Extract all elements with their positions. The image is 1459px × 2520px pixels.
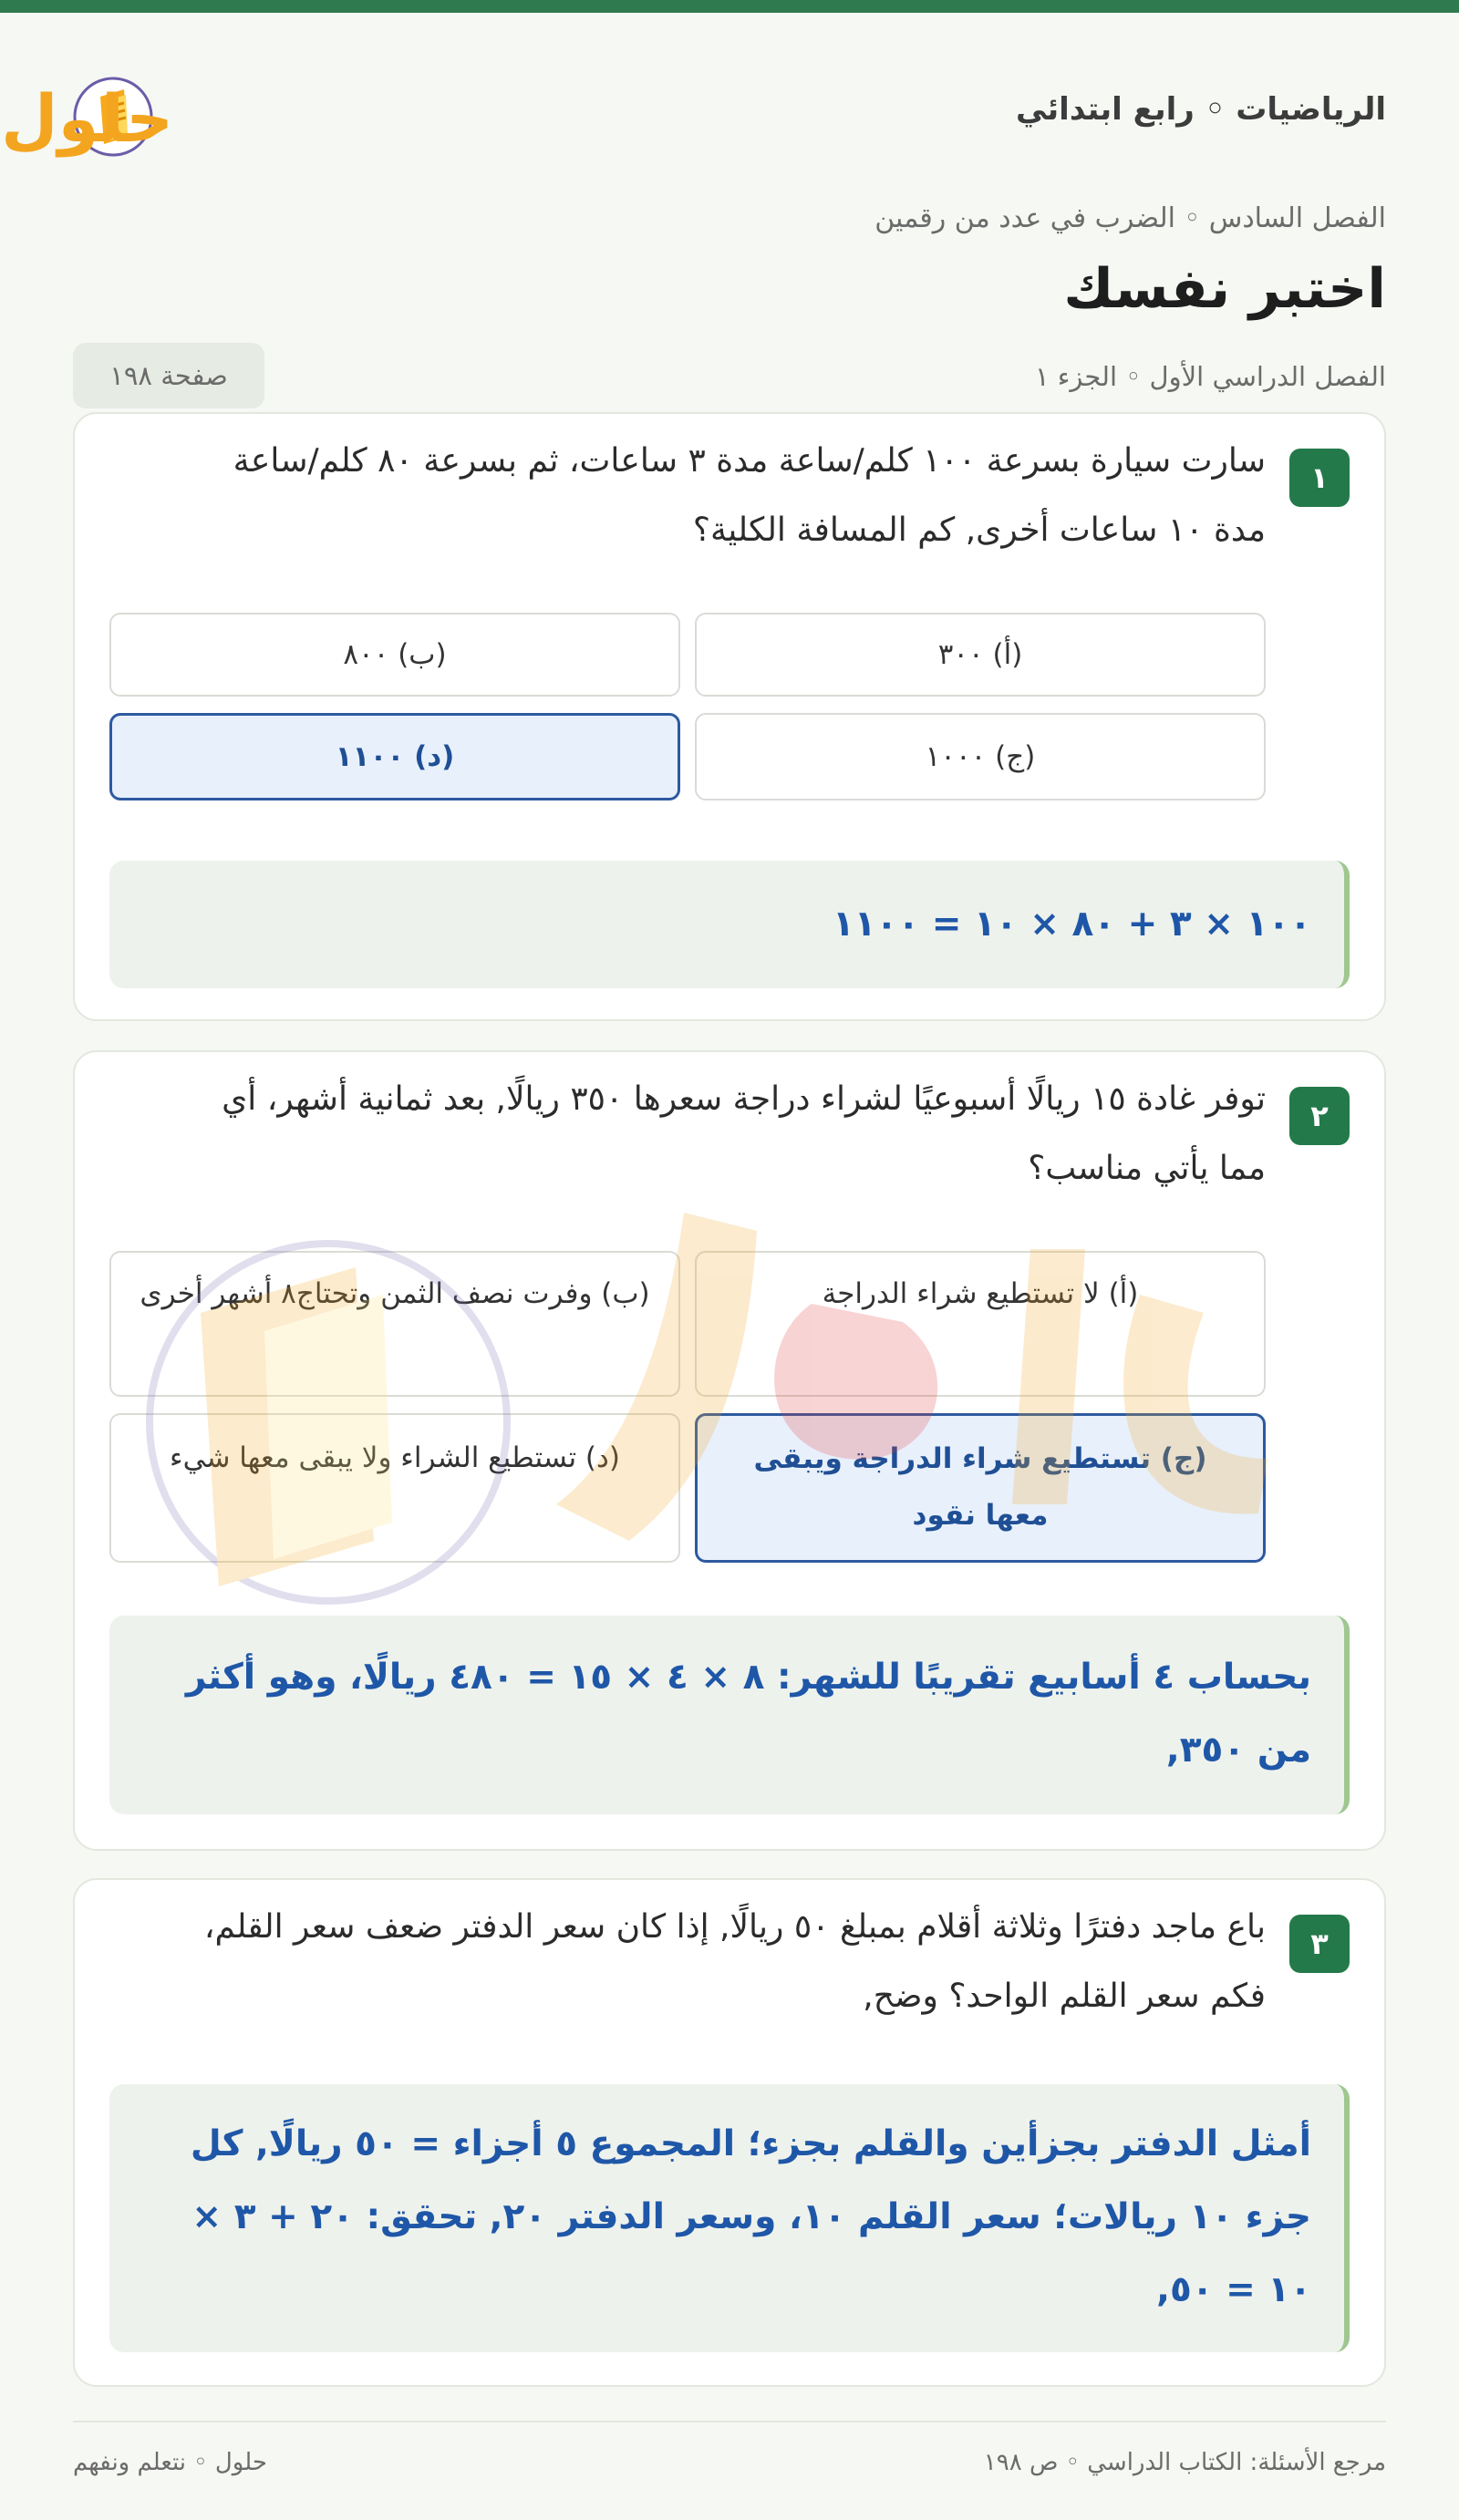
book-logo-icon [1, 64, 347, 164]
answer-box: ١٠٠ × ٣ + ٨٠ × ١٠ = ١١٠٠ [109, 861, 1350, 988]
question-text: سارت سيارة بسرعة ١٠٠ كلم/ساعة مدة ٣ ساعات، ثم بسرعة ٨٠ كلم/ساعة مدة ١٠ ساعات أخرى, كم المسافة الكلية؟ [233, 442, 1266, 549]
header [1, 64, 1386, 164]
option-c-correct[interactable]: (ج) تستطيع شراء الدراجة ويبقى معها نقود [695, 1413, 1266, 1563]
answer-box: بحساب ٤ أسابيع تقريبًا للشهر: ٨ × ٤ × ١٥ = ٤٨٠ ريالًا، وهو أكثر من ٣٥٠, [109, 1616, 1350, 1814]
option-b[interactable]: (ب) وفرت نصف الثمن وتحتاج٨ أشهر أخرى [109, 1251, 680, 1397]
page-badge: صفحة ١٩٨ [73, 343, 264, 408]
question-text: باع ماجد دفترًا وثلاثة أقلام بمبلغ ٥٠ ريالًا, إذا كان سعر الدفتر ضعف سعر القلم، فكم سعر القلم الواحد؟ وضح, [203, 1908, 1266, 2015]
question-card-1 [73, 412, 1386, 1021]
semester-label: الفصل الدراسي الأول ◦ الجزء ١ [1034, 361, 1386, 392]
question-number: ١ [1289, 449, 1350, 507]
answer-box: أمثل الدفتر بجزأين والقلم بجزء؛ المجموع ٥ أجزاء = ٥٠ ريالًا, كل جزء ١٠ ريالات؛ سعر القلم ١٠، وسعر الدفتر ٢٠, تحقق: ٢٠ + ٣ × ١٠ = ٥٠, [109, 2084, 1350, 2352]
option-a[interactable]: (أ) لا تستطيع شراء الدراجة [695, 1251, 1266, 1397]
question-card-2 [73, 1050, 1386, 1851]
top-accent-bar [0, 0, 1459, 13]
question-number: ٣ [1289, 1915, 1350, 1973]
question-card-3 [73, 1878, 1386, 2387]
option-a[interactable]: (أ) ٣٠٠ [695, 613, 1266, 697]
question-text: توفر غادة ١٥ ريالًا أسبوعيًا لشراء دراجة سعرها ٣٥٠ ريالًا, بعد ثمانية أشهر، أي مما يأتي مناسب؟ [222, 1080, 1266, 1187]
footer-divider [73, 2421, 1386, 2422]
footer-brand: حلول ◦ نتعلم ونفهم [73, 2449, 267, 2476]
option-d-correct[interactable]: (د) ١١٠٠ [109, 713, 680, 800]
subject-title: الرياضيات ◦ رابع ابتدائي [1016, 91, 1386, 128]
option-c[interactable]: (ج) ١٠٠٠ [695, 713, 1266, 800]
question-number: ٢ [1289, 1087, 1350, 1145]
footer-reference: مرجع الأسئلة: الكتاب الدراسي ◦ ص ١٩٨ [983, 2449, 1386, 2476]
logo-text: حلول [1, 80, 173, 157]
site-logo[interactable] [1, 64, 347, 164]
option-d[interactable]: (د) تستطيع الشراء ولا يبقى معها شيء [109, 1413, 680, 1563]
chapter-label: الفصل السادس ◦ الضرب في عدد من رقمين [874, 202, 1386, 234]
page-title: اختبر نفسك [1063, 257, 1386, 321]
option-b[interactable]: (ب) ٨٠٠ [109, 613, 680, 697]
